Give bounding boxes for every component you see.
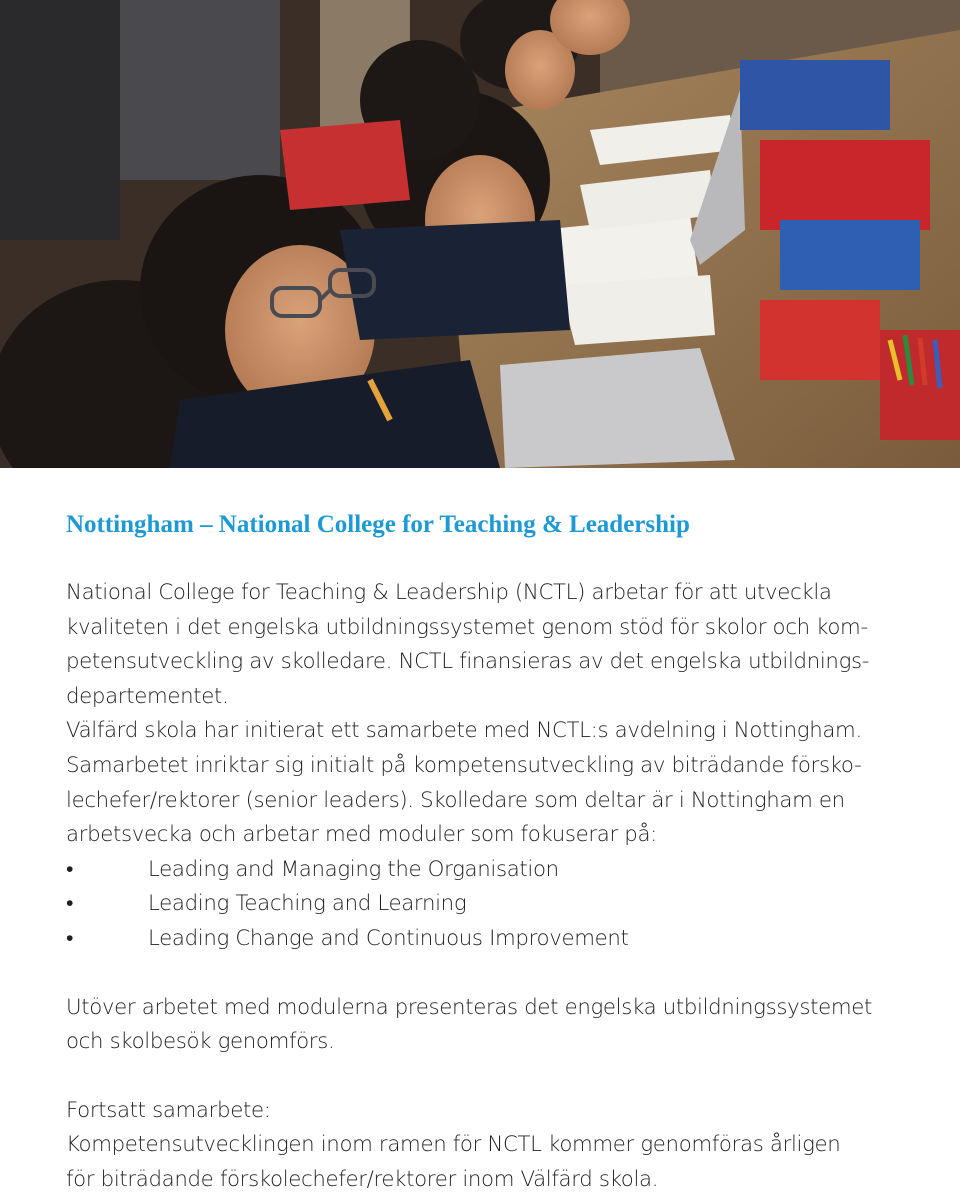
module-label: Leading Teaching and Learning [148,891,467,917]
list-item [66,922,906,957]
list-item [66,853,906,888]
body-text [66,576,906,1198]
bullet-icon: • [66,856,74,882]
extra-paragraph [66,991,906,1060]
spacer [66,957,906,991]
text-line: departementet. [66,683,229,709]
collaboration-paragraph [66,714,906,852]
text-line: Kompetensutvecklingen inom ramen för NCTL kommer genomföras årligen [66,1132,841,1158]
text-line: National College for Teaching & Leadership (NCTL) arbetar för att utveckla [66,580,832,605]
text-line: kvaliteten i det engelska utbildningssystemet genom stöd för skolor och kom- [66,614,868,640]
bullet-icon: • [66,891,74,917]
module-label: Leading and Managing the Organisation [148,856,559,882]
text-line: petensutveckling av skolledare. NCTL finansieras av det engelska utbildnings- [66,649,870,675]
intro-paragraph [66,576,906,714]
classroom-photo [0,0,960,468]
page-title: Nottingham – National College for Teaching & Leadership [66,511,690,538]
continued-section [66,1094,906,1198]
spacer [66,1060,906,1094]
text-line: för biträdande förskolechefer/rektorer inom Välfärd skola. [66,1166,659,1192]
list-item [66,887,906,922]
module-label: Leading Change and Continuous Improvement [148,925,629,951]
text-line: lechefer/rektorer (senior leaders). Skolledare som deltar är i Nottingham en [66,787,845,813]
text-line: Samarbetet inriktar sig initialt på kompetensutveckling av biträdande försko- [66,752,862,778]
section-subheading: Fortsatt samarbete: [66,1097,271,1123]
bullet-icon: • [66,925,74,951]
text-line: Välfärd skola har initierat ett samarbete med NCTL:s avdelning i Nottingham. [66,718,862,744]
text-line: arbetsvecka och arbetar med moduler som fokuserar på: [66,822,657,848]
text-line: och skolbesök genomförs. [66,1029,335,1055]
module-list [66,853,906,957]
text-line: Utöver arbetet med modulerna presenteras det engelska utbildningssystemet [66,994,872,1020]
